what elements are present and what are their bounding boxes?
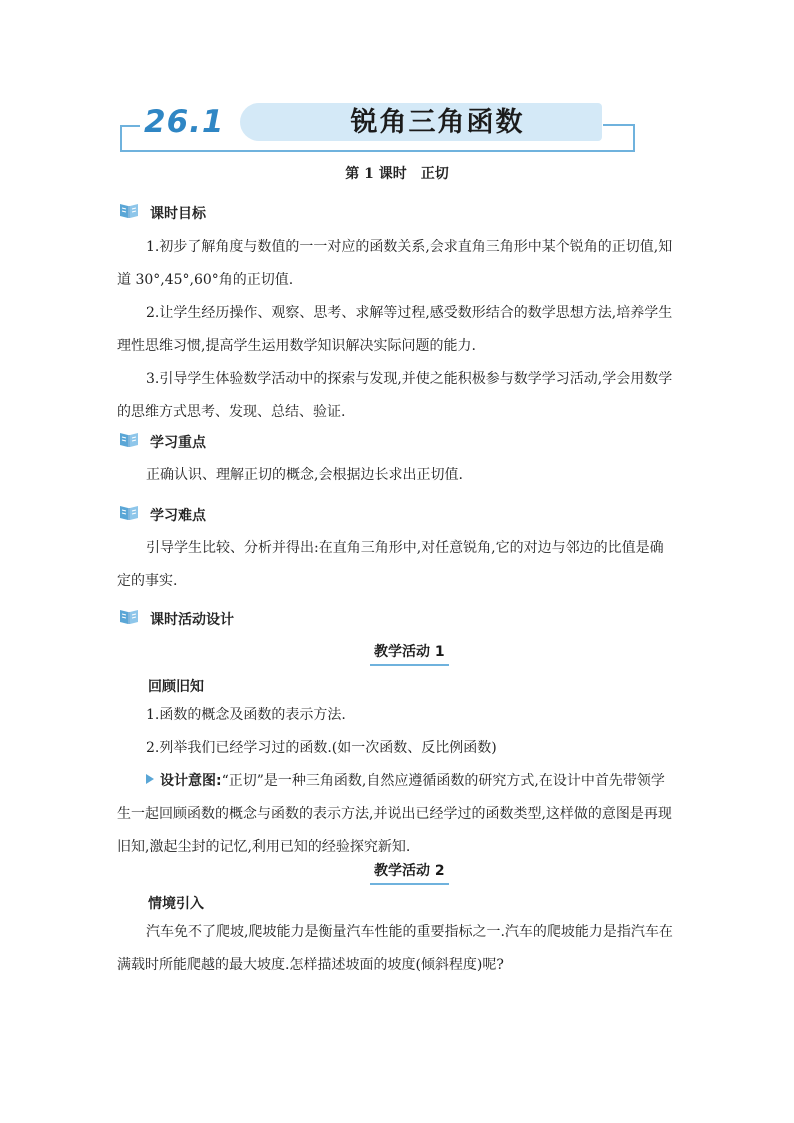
goals-heading: 课时目标 (150, 206, 206, 222)
book-icon (118, 503, 140, 521)
section-title: 锐角三角函数 (350, 107, 525, 138)
header-bracket-top (120, 125, 140, 127)
difficulties-text (117, 532, 677, 598)
book-icon (118, 201, 140, 219)
key-points-text (117, 459, 677, 492)
design-intent (117, 765, 677, 864)
book-icon (118, 430, 140, 448)
goal-item: 2.让学生经历操作、观察、思考、求解等过程,感受数形结合的数学思想方法,培养学生理性思维习惯,提高学生运用数学知识解决实际问题的能力. (117, 305, 673, 354)
section-number: 26.1 (144, 104, 225, 140)
design-intent-text: “正切”是一种三角函数,自然应遵循函数的研究方式,在设计中首先带领学生一起回顾函数的概念与函数的表示方法,并说出已经学过的函数类型,这样做的意图是再现旧知,激起尘封的记忆,利用已知的经验探究新知. (117, 773, 672, 855)
activity-1-items (117, 699, 677, 864)
goal-item: 3.引导学生体验数学活动中的探索与发现,并使之能积极参与数学学习活动,学会用数学的思维方式思考、发现、总结、验证. (117, 371, 673, 420)
book-icon (118, 607, 140, 625)
activity-2-paragraph: 汽车免不了爬坡,爬坡能力是衡量汽车性能的重要指标之一.汽车的爬坡能力是指汽车在满载时所能爬越的最大坡度.怎样描述坡面的坡度(倾斜程度)呢? (117, 924, 673, 973)
activity-2-subtitle: 情境引入 (148, 896, 204, 912)
activity-1-title: 教学活动 1 (370, 641, 449, 666)
activity-1-item: 2.列举我们已经学习过的函数.(如一次函数、反比例函数) (146, 740, 497, 756)
activity-2-title: 教学活动 2 (370, 860, 449, 885)
header-rule (120, 150, 635, 152)
difficulties-paragraph: 引导学生比较、分析并得出:在直角三角形中,对任意锐角,它的对边与邻边的比值是确定的事实. (117, 540, 664, 589)
activity-1-item: 1.函数的概念及函数的表示方法. (146, 707, 346, 723)
key-points-heading: 学习重点 (150, 435, 206, 451)
lesson-title: 第 1 课时 正切 (345, 166, 449, 182)
goal-item: 1.初步了解角度与数值的一一对应的函数关系,会求直角三角形中某个锐角的正切值,知道 30°,45°,60°角的正切值. (117, 239, 673, 288)
triangle-bullet-icon (146, 774, 154, 784)
header-bracket-left (120, 125, 122, 152)
design-heading: 课时活动设计 (150, 612, 234, 628)
goals-list (117, 231, 677, 429)
design-intent-label: 设计意图: (160, 773, 222, 789)
activity-1-subtitle: 回顾旧知 (148, 679, 204, 695)
key-points-paragraph: 正确认识、理解正切的概念,会根据边长求出正切值. (146, 467, 463, 483)
difficulties-heading: 学习难点 (150, 508, 206, 524)
activity-2-text (117, 916, 677, 982)
